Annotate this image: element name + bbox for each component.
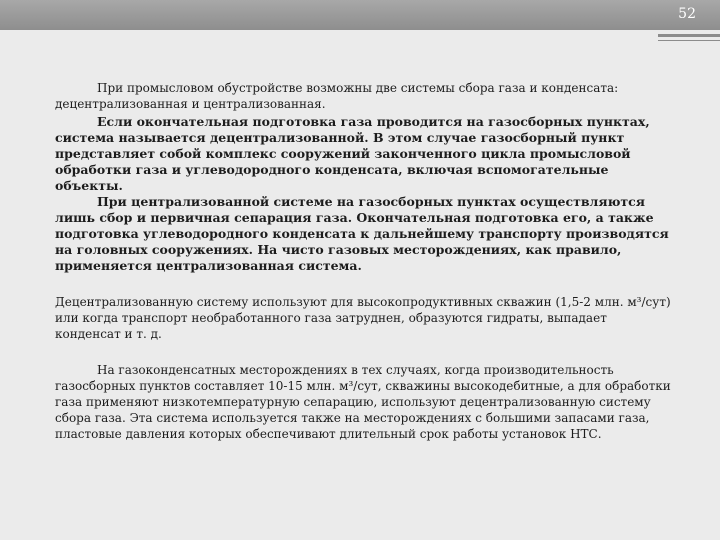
paragraph-intro: При промысловом обустройстве возможны две системы сбора газа и конденсата: децентрализованная и централизованная.: [55, 81, 619, 111]
slide-content: [55, 80, 672, 442]
paragraph-centralized-definition: При централизованной системе на газосборных пунктах осуществляются лишь сбор и первичная сепарация газа. Окончательная подготовка его, а также подготовка углеводородного конденсата к дальнейшему транспорту производятся на головных сооружениях. На чисто газовых месторождениях, как правило, применяется централизованная система.: [55, 194, 669, 273]
decorative-rule: [658, 34, 720, 37]
paragraph-gas-condensate-fields: На газоконденсатных месторождениях в тех случаях, когда производительность газосборных пунктов составляет 10-15 млн. м³/сут, скважины высокодебитные, а для обработки газа применяют низкотемпературную сепарацию, используют децентрализованную систему сбора газа. Эта система используется также на месторождениях с большими запасами газа, пластовые давления которых обеспечивают длительный срок работы установок НТС.: [55, 363, 671, 441]
paragraph-decentralized-definition: Если окончательная подготовка газа проводится на газосборных пунктах, система называется децентрализованной. В этом случае газосборный пункт представляет собой комплекс сооружений законченного цикла промысловой обработки газа и углеводородного конденсата, включая вспомогательные объекты.: [55, 114, 650, 193]
paragraph-decentralized-usage: Децентрализованную систему используют для высокопродуктивных скважин (1,5-2 млн. м³/сут) или когда транспорт необработанного газа затруднен, образуются гидраты, выпадает конденсат и т. д.: [55, 295, 671, 341]
header-bar: [0, 0, 720, 30]
page-number: 52: [678, 6, 696, 22]
decorative-rule-thin: [658, 40, 720, 41]
